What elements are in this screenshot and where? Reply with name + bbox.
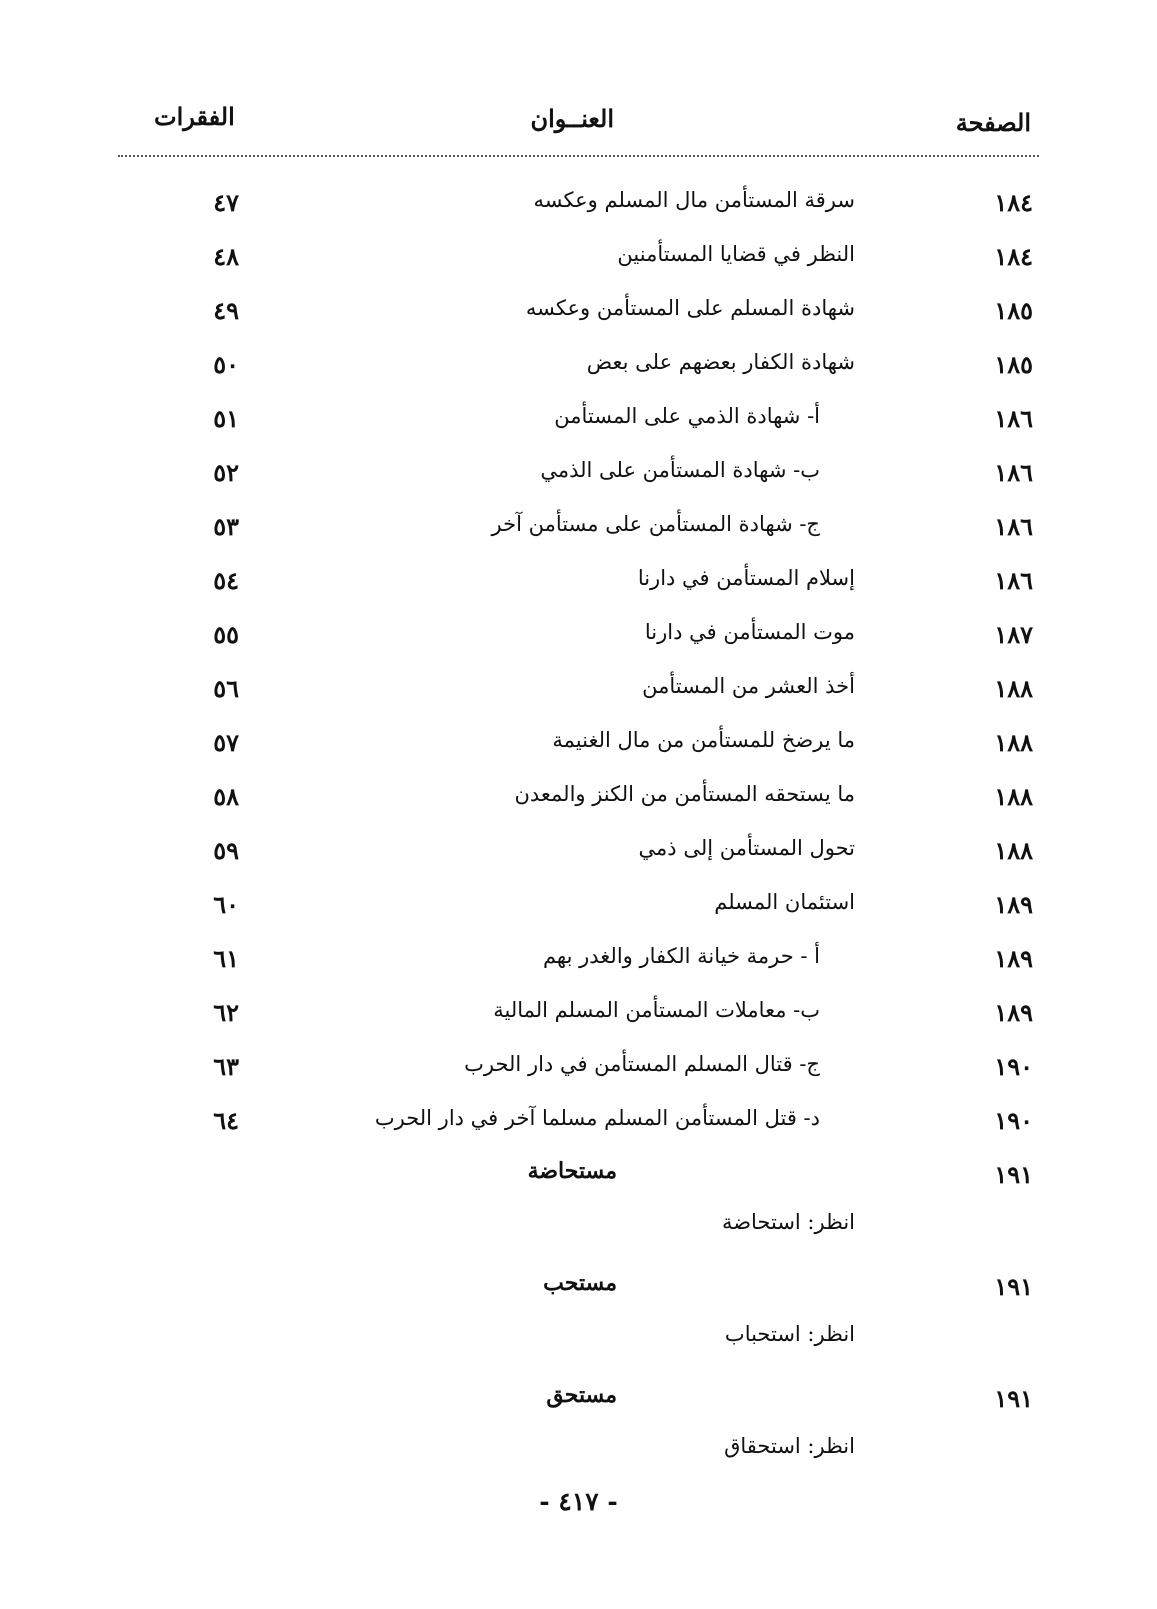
table-row (0, 560, 1157, 614)
row-page-number: ١٨٦ (994, 512, 1033, 541)
row-page-number: ١٨٦ (994, 458, 1033, 487)
row-paragraph-number: ٦١ (213, 944, 239, 973)
row-title: أ - حرمة خيانة الكفار والغدر بهم (542, 944, 820, 968)
table-row (0, 290, 1157, 344)
entry-page-number: ١٩١ (994, 1160, 1033, 1189)
row-page-number: ١٨٨ (994, 728, 1033, 757)
header-page-column: الصفحة (955, 108, 1031, 137)
row-paragraph-number: ٥٠ (213, 350, 239, 379)
table-row (0, 398, 1157, 452)
table-header (118, 100, 1039, 150)
entry-heading: مستحق (546, 1382, 617, 1408)
header-title-column: العنــوان (530, 104, 614, 133)
row-page-number: ١٨٨ (994, 782, 1033, 811)
row-page-number: ١٨٥ (994, 350, 1033, 379)
row-page-number: ١٨٩ (994, 944, 1033, 973)
row-title: ب- شهادة المستأمن على الذمي (540, 458, 820, 482)
table-row (0, 344, 1157, 398)
row-title: أخذ العشر من المستأمن (642, 674, 855, 698)
row-page-number: ١٨٩ (994, 890, 1033, 919)
index-entry (0, 1266, 1157, 1378)
index-rows (0, 182, 1157, 1490)
row-paragraph-number: ٥٤ (213, 566, 239, 595)
row-paragraph-number: ٥٧ (213, 728, 239, 757)
index-entry (0, 1154, 1157, 1266)
page-number-footer: - ٤١٧ - (539, 1487, 618, 1516)
table-row (0, 182, 1157, 236)
row-page-number: ١٨٦ (994, 566, 1033, 595)
row-title: شهادة الكفار بعضهم على بعض (586, 350, 855, 374)
table-row (0, 722, 1157, 776)
row-title: ج- شهادة المستأمن على مستأمن آخر (491, 512, 820, 536)
header-paragraphs-column: الفقرات (154, 102, 235, 131)
table-row (0, 776, 1157, 830)
row-paragraph-number: ٥٣ (213, 512, 239, 541)
table-row (0, 938, 1157, 992)
row-title: ج- قتال المسلم المستأمن في دار الحرب (464, 1052, 820, 1076)
table-row (0, 1100, 1157, 1154)
entry-page-number: ١٩١ (994, 1384, 1033, 1413)
row-page-number: ١٨٧ (994, 620, 1033, 649)
row-paragraph-number: ٥٨ (213, 782, 239, 811)
row-paragraph-number: ٥٦ (213, 674, 239, 703)
row-title: شهادة المسلم على المستأمن وعكسه (525, 296, 855, 320)
row-paragraph-number: ٤٧ (213, 188, 239, 217)
row-page-number: ١٨٨ (994, 674, 1033, 703)
row-title: النظر في قضايا المستأمنين (617, 242, 855, 266)
row-page-number: ١٨٤ (994, 242, 1033, 271)
row-title: ب- معاملات المستأمن المسلم المالية (493, 998, 820, 1022)
entry-cross-reference: انظر: استحباب (724, 1322, 855, 1346)
row-title: استئمان المسلم (714, 890, 855, 914)
row-paragraph-number: ٤٩ (213, 296, 239, 325)
row-paragraph-number: ٦٣ (213, 1052, 239, 1081)
row-paragraph-number: ٥٢ (213, 458, 239, 487)
table-row (0, 452, 1157, 506)
row-title: ما يستحقه المستأمن من الكنز والمعدن (514, 782, 855, 806)
table-row (0, 614, 1157, 668)
row-paragraph-number: ٦٠ (213, 890, 239, 919)
row-title: د- قتل المستأمن المسلم مسلما آخر في دار الحرب (374, 1106, 820, 1130)
row-paragraph-number: ٤٨ (213, 242, 239, 271)
row-title: ما يرضخ للمستأمن من مال الغنيمة (552, 728, 855, 752)
table-row (0, 668, 1157, 722)
row-paragraph-number: ٦٤ (213, 1106, 239, 1135)
row-page-number: ١٨٥ (994, 296, 1033, 325)
row-title: أ- شهادة الذمي على المستأمن (554, 404, 820, 428)
row-page-number: ١٨٤ (994, 188, 1033, 217)
row-page-number: ١٩٠ (994, 1052, 1033, 1081)
row-paragraph-number: ٥٥ (213, 620, 239, 649)
entry-cross-reference: انظر: استحاضة (721, 1210, 855, 1234)
index-entry (0, 1378, 1157, 1490)
entry-heading: مستحب (543, 1270, 617, 1296)
row-paragraph-number: ٥٩ (213, 836, 239, 865)
table-row (0, 992, 1157, 1046)
row-title: سرقة المستأمن مال المسلم وعكسه (533, 188, 855, 212)
row-title: تحول المستأمن إلى ذمي (638, 836, 855, 860)
entry-heading: مستحاضة (527, 1158, 617, 1184)
row-title: موت المستأمن في دارنا (644, 620, 855, 644)
row-title: إسلام المستأمن في دارنا (637, 566, 855, 590)
table-row (0, 236, 1157, 290)
header-divider (118, 155, 1039, 157)
row-page-number: ١٨٩ (994, 998, 1033, 1027)
table-row (0, 884, 1157, 938)
entry-cross-reference: انظر: استحقاق (724, 1434, 855, 1458)
row-paragraph-number: ٦٢ (213, 998, 239, 1027)
row-page-number: ١٨٦ (994, 404, 1033, 433)
table-row (0, 1046, 1157, 1100)
table-row (0, 830, 1157, 884)
entry-page-number: ١٩١ (994, 1272, 1033, 1301)
table-row (0, 506, 1157, 560)
row-page-number: ١٩٠ (994, 1106, 1033, 1135)
row-paragraph-number: ٥١ (213, 404, 239, 433)
row-page-number: ١٨٨ (994, 836, 1033, 865)
